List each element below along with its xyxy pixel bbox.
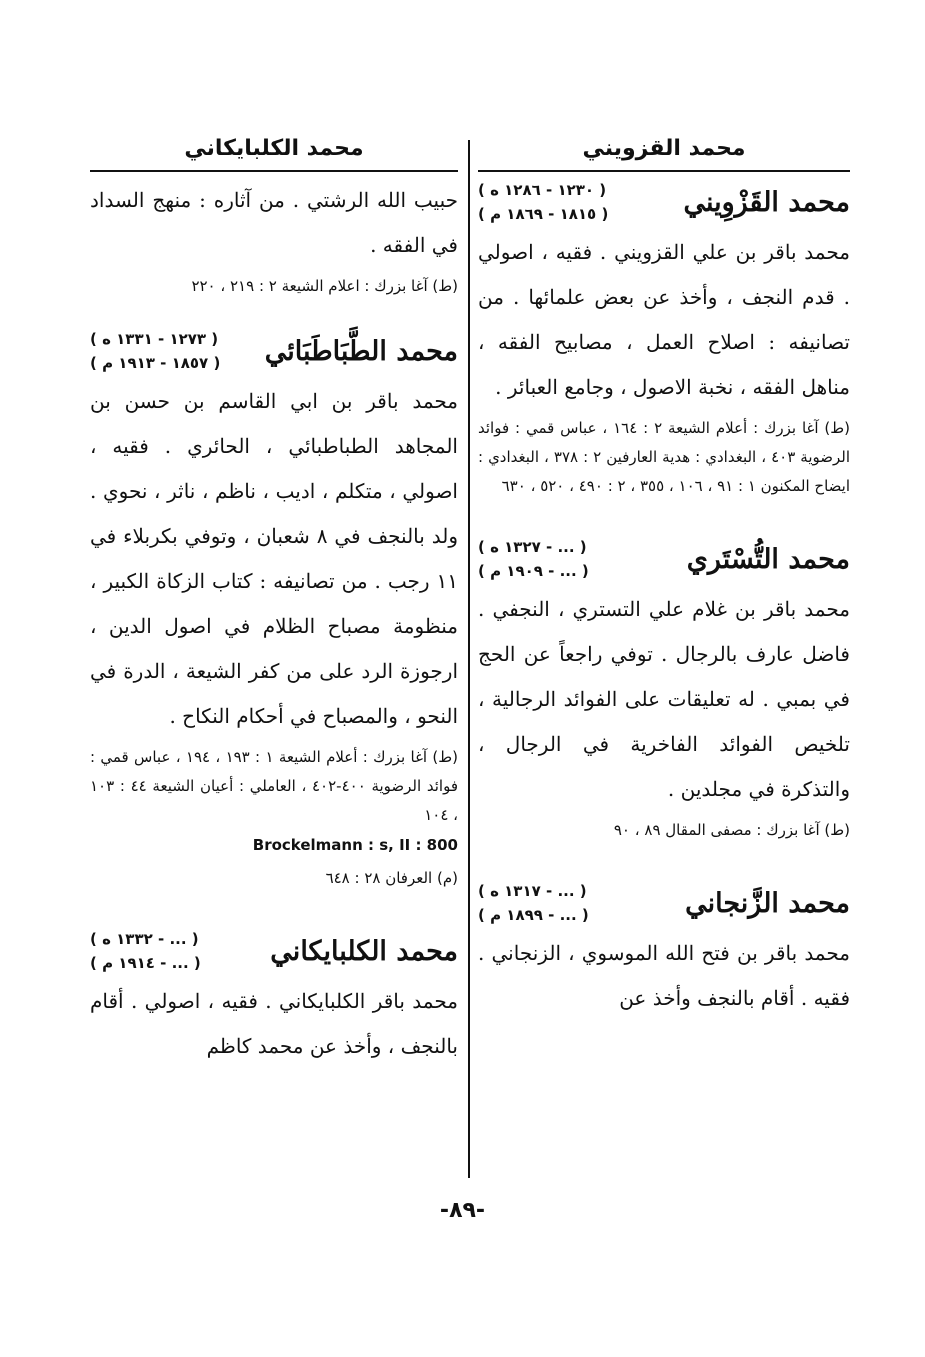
entry-header — [90, 327, 458, 375]
entry-kalbaykani — [90, 927, 458, 1069]
entry-header — [90, 927, 458, 975]
entry-header — [478, 535, 850, 583]
left-column — [90, 128, 458, 1069]
dates-hijri: ( ... - ١٣١٧ ه ) — [478, 882, 587, 900]
column-divider — [468, 140, 470, 1178]
dates-hijri: ( ١٢٣٠ - ١٢٨٦ ه ) — [478, 181, 607, 199]
entry-sources: (ط) آغا بزرك : أعلام الشيعة ٢ : ١٦٤ ، عباس قمي : فوائد الرضوية ٤٠٣ ، البغدادي : هدية العارفين ٢ : ٣٧٨ ، البغدادي : ايضاح المكنون ١ : ٩١ ، ١٠٦ ، ٣٥٥ ، ٢ : ٤٩٠ ، ٥٢٠ ، ٦٣٠ — [478, 419, 850, 495]
right-column — [478, 128, 850, 1021]
dates-hijri: ( ... - ١٣٣٢ ه ) — [90, 930, 199, 948]
head-rule-right — [478, 170, 850, 172]
entry-header — [478, 178, 850, 226]
dates-hijri: ( ١٢٧٣ - ١٣٣١ ه ) — [90, 330, 219, 348]
entry-name: محمد القَزْوِيني — [683, 186, 850, 218]
entry-dates — [478, 535, 589, 583]
continuation-sources: (ط) آغا بزرك : اعلام الشيعة ٢ : ٢١٩ ، ٢٢٠ — [191, 277, 458, 295]
entry-dates — [90, 927, 201, 975]
entry-body: محمد باقر بن غلام علي التستري ، النجفي . فاضل عارف بالرجال . توفي راجعاً عن الحج في بمبي . له تعليقات على الفوائد الرجالية ، تلخيص الفوائد الفاخرية في الرجال ، والتذكرة في مجلدين . — [478, 597, 850, 801]
page-number: -٨٩- — [439, 1198, 486, 1223]
entry-sources: (ط) آغا بزرك : أعلام الشيعة ١ : ١٩٣ ، ١٩٤ ، عباس قمي : فوائد الرضوية ٤٠٠-٤٠٢ ، العاملي : أعيان الشيعة ٤٤ : ١٠٣ ، ١٠٤ — [90, 748, 458, 824]
continuation-body: حبيب الله الرشتي . من آثاره : منهج السداد في الفقه . — [90, 188, 458, 257]
running-head-left: محمد الكلبايكاني — [184, 136, 364, 161]
entry-qazwini — [478, 178, 850, 501]
entry-body: محمد باقر بن ابي القاسم بن حسن بن المجاهد الطباطبائي ، الحائري . فقيه ، اصولي ، متكلم ، اديب ، ناظم ، ناثر ، نحوي . ولد بالنجف في ٨ شعبان ، وتوفي بكربلاء في ١١ رجب . من تصانيفه : كتاب الزكاة الكبير ، منظومة مصباح الظلام في اصول الدين ، ارجوزة الرد على من كفر الشيعة ، الدرة في النحو ، والمصباح في أحكام النكاح . — [90, 389, 458, 728]
entry-sources-secondary: (م) العرفان ٢٨ : ٦٤٨ — [325, 869, 458, 887]
entry-name: محمد الطَّبَاطَبَائي — [264, 335, 458, 367]
entry-zanjani — [478, 879, 850, 1021]
entry-tustari — [478, 535, 850, 845]
entry-name: محمد التُّسْتَري — [686, 543, 850, 575]
dates-gregorian: ( ... - ١٨٩٩ م ) — [478, 906, 589, 924]
entry-name: محمد الكلبايكاني — [270, 935, 458, 967]
entry-header — [478, 879, 850, 927]
running-head-right: محمد القزويني — [582, 136, 746, 161]
entry-tabatabai — [90, 327, 458, 893]
entry-body: محمد باقر الكلبايكاني . فقيه ، اصولي . أقام بالنجف ، وأخذ عن محمد كاظم — [90, 989, 458, 1058]
entry-body: محمد باقر بن فتح الله الموسوي ، الزنجاني . فقيه . أقام بالنجف وأخذ عن — [478, 941, 850, 1010]
entry-name: محمد الزَّنجاني — [685, 887, 850, 919]
entry-sources: (ط) آغا بزرك : مصفى المقال ٨٩ ، ٩٠ — [613, 821, 850, 839]
entry-dates — [90, 327, 220, 375]
dates-gregorian: ( ... - ١٩٠٩ م ) — [478, 562, 589, 580]
head-rule-left — [90, 170, 458, 172]
entry-dates — [478, 178, 608, 226]
entry-body: محمد باقر بن علي القزويني . فقيه ، اصولي . قدم النجف ، وأخذ عن بعض علمائها . من تصانيفه : اصلاح العمل ، مصابيح الفقه ، مناهل الفقه ، نخبة الاصول ، وجامع العبائر . — [478, 240, 850, 399]
entry-dates — [478, 879, 589, 927]
dates-gregorian: ( ١٨١٥ - ١٨٦٩ م ) — [478, 205, 609, 223]
dates-gregorian: ( ... - ١٩١٤ م ) — [90, 954, 201, 972]
dates-hijri: ( ... - ١٣٢٧ ه ) — [478, 538, 587, 556]
dates-gregorian: ( ١٨٥٧ - ١٩١٣ م ) — [90, 354, 221, 372]
latin-source: Brockelmann : s, II : 800 — [252, 836, 458, 854]
